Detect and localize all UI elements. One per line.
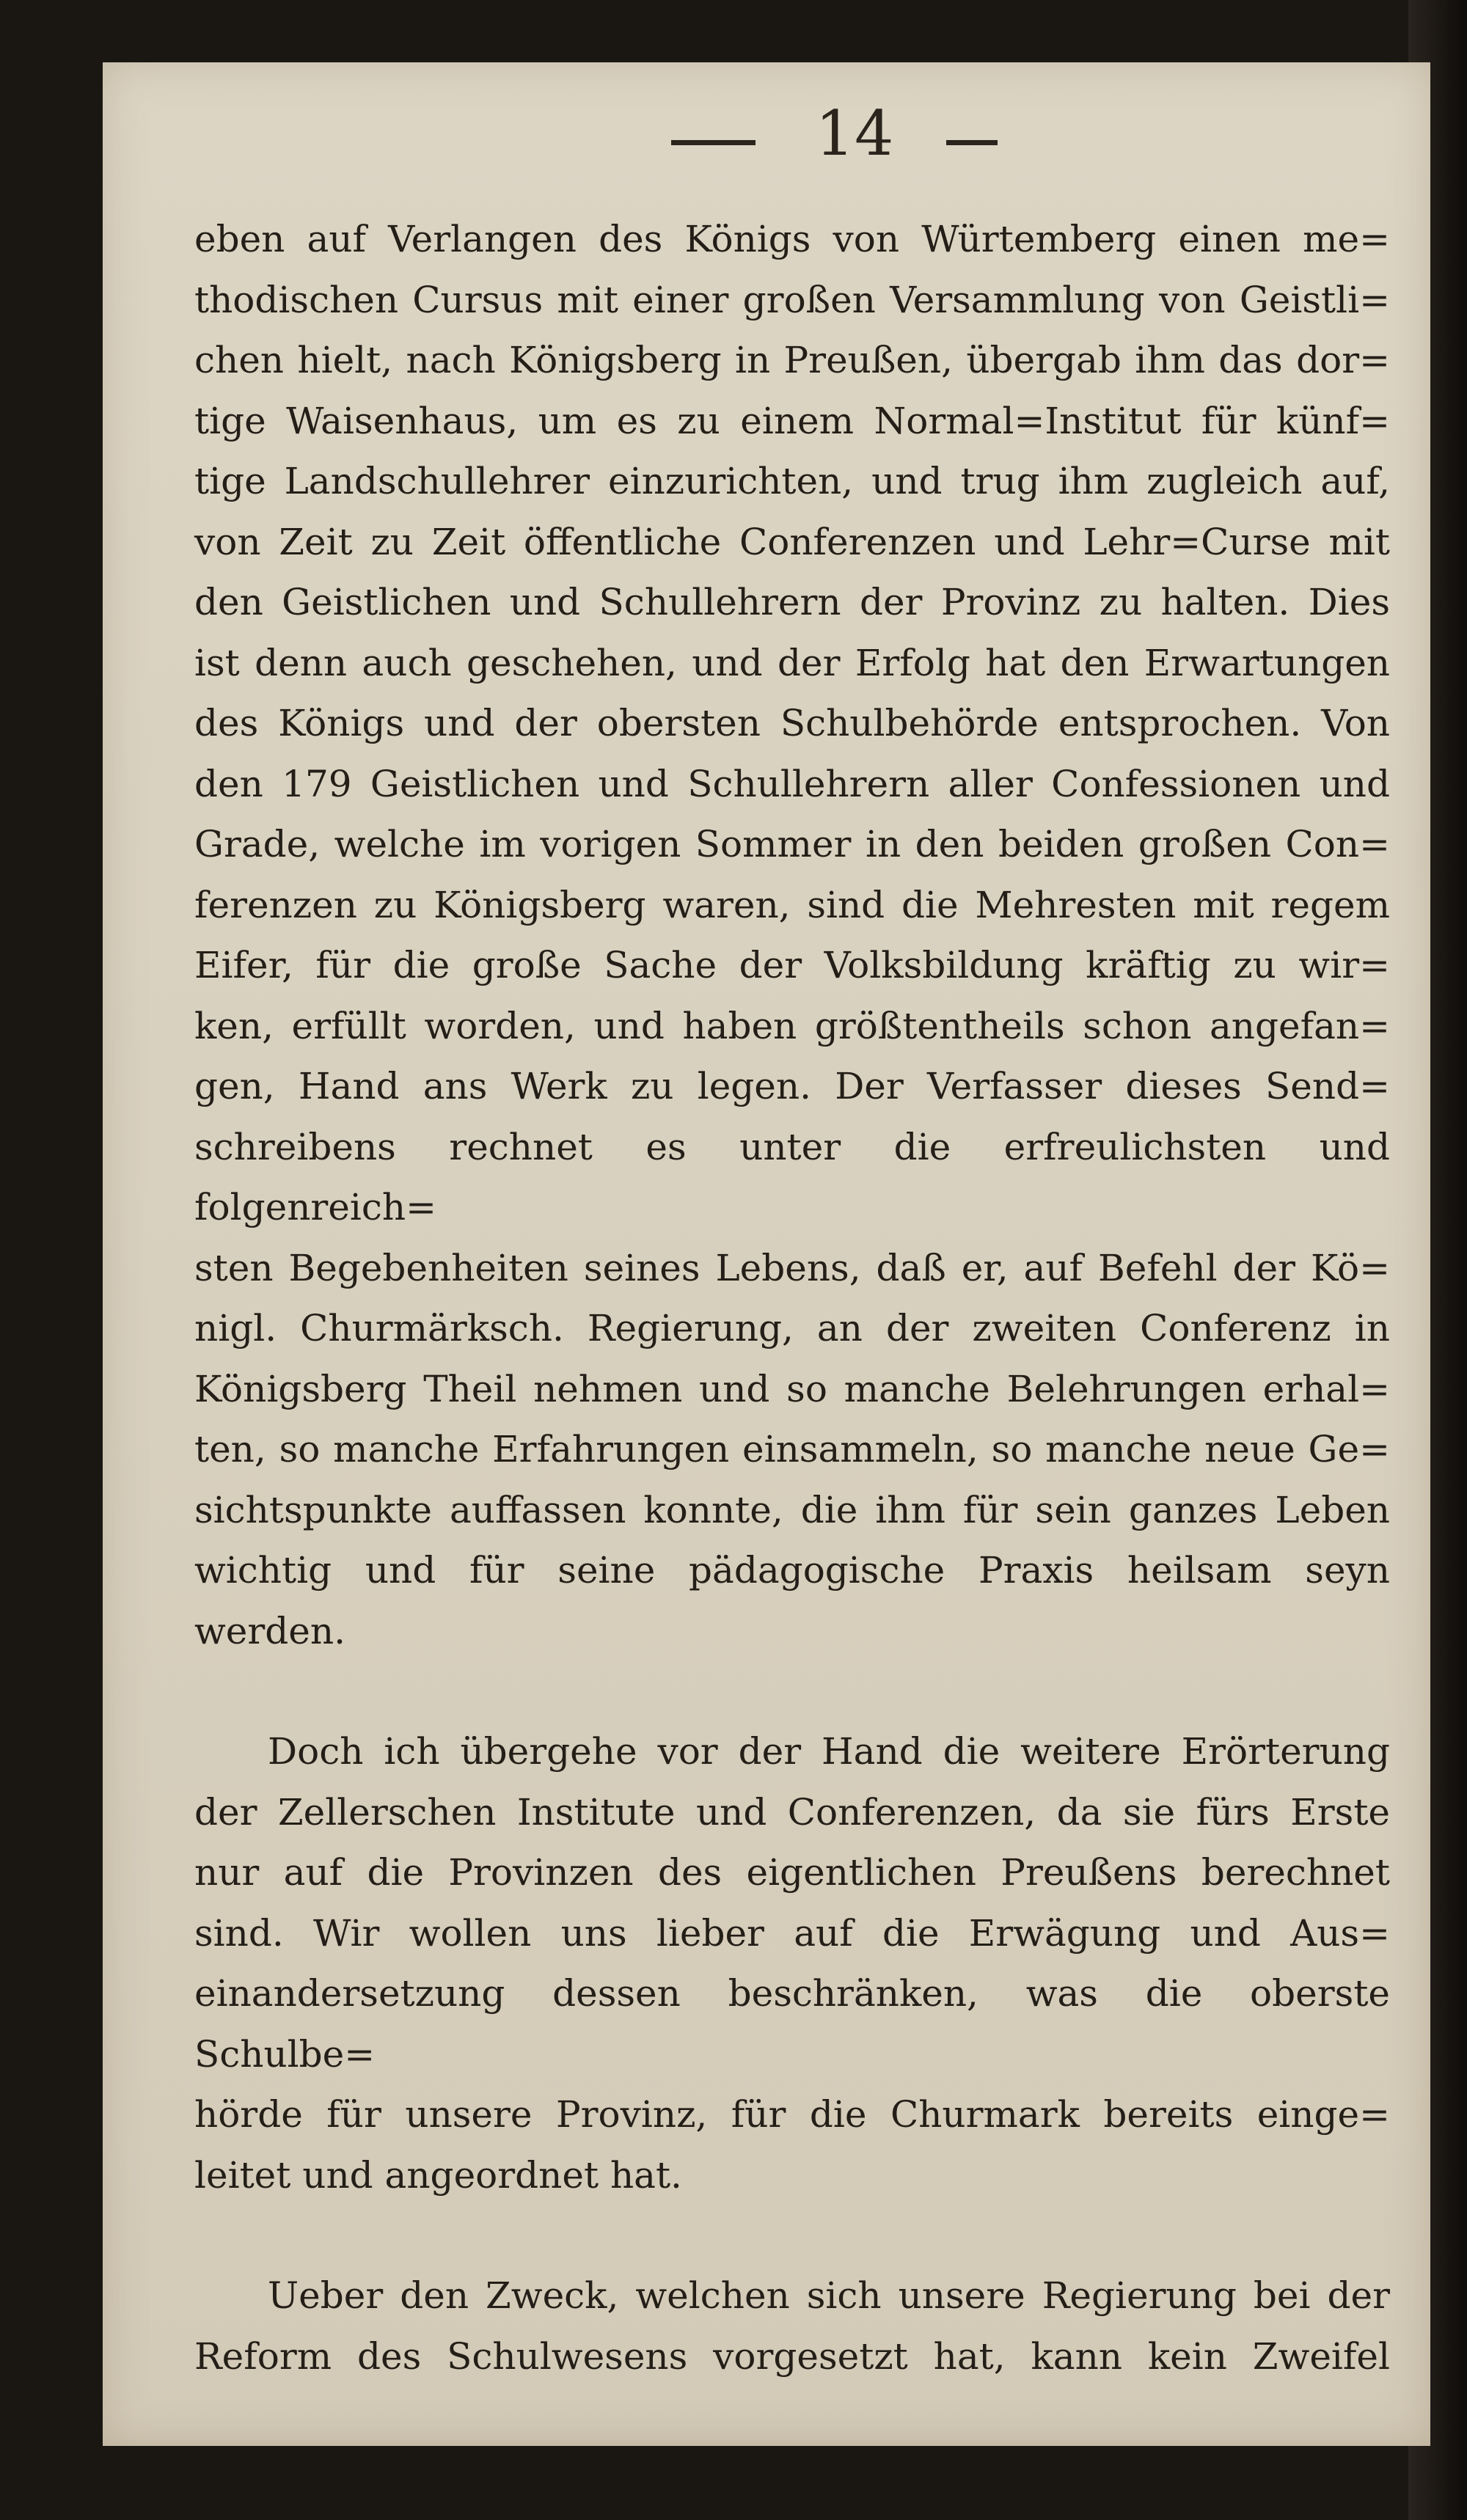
text-line: leitet und angeordnet hat. (194, 2153, 682, 2197)
paragraph-1 (194, 209, 1390, 1661)
text-line: sind. Wir wollen uns lieber auf die Erwägung und Aus= (194, 1911, 1390, 1955)
text-line: gen, Hand ans Werk zu legen. Der Verfasser dieses Send= (194, 1065, 1390, 1107)
text-line: Doch ich übergehe vor der Hand die weitere Erörterung (268, 1730, 1390, 1773)
text-line: Ueber den Zweck, welchen sich unsere Regierung bei der (268, 2274, 1390, 2317)
text-line: nur auf die Provinzen des eigentlichen Preußens berechnet (194, 1851, 1390, 1894)
header-dash-right (946, 140, 998, 145)
text-line: hörde für unsere Provinz, für die Churmark bereits einge= (194, 2093, 1390, 2136)
paragraph-2 (194, 1721, 1390, 2205)
body-text (194, 209, 1390, 2387)
text-line: ken, erfüllt worden, und haben größtentheils schon angefan= (194, 1004, 1390, 1047)
text-line: den Geistlichen und Schullehrern der Provinz zu halten. Dies (194, 581, 1390, 623)
text-line: ten, so manche Erfahrungen einsammeln, so manche neue Ge= (194, 1428, 1390, 1470)
text-line: sichtspunkte auffassen konnte, die ihm für sein ganzes Leben (194, 1488, 1390, 1531)
text-line: nigl. Churmärksch. Regierung, an der zweiten Conferenz in (194, 1307, 1390, 1349)
text-line: von Zeit zu Zeit öffentliche Conferenzen und Lehr=Curse mit (194, 520, 1390, 563)
text-line: einandersetzung dessen beschränken, was die oberste Schulbe= (194, 1972, 1390, 2076)
text-line: Königsberg Theil nehmen und so manche Belehrungen erhal= (194, 1367, 1390, 1410)
text-line: sten Begebenheiten seines Lebens, daß er, auf Befehl der Kö= (194, 1246, 1390, 1289)
text-line: ist denn auch geschehen, und der Erfolg hat den Erwartungen (194, 641, 1390, 684)
text-line: Eifer, für die große Sache der Volksbildung kräftig zu wir= (194, 944, 1390, 986)
text-line: Reform des Schulwesens vorgesetzt hat, kann kein Zweifel (194, 2334, 1390, 2378)
paragraph-3 (194, 2266, 1390, 2387)
text-line: tige Landschullehrer einzurichten, und trug ihm zugleich auf, (194, 460, 1390, 502)
page-header (103, 77, 1430, 187)
text-line: der Zellerschen Institute und Conferenzen, da sie fürs Erste (194, 1790, 1390, 1834)
text-line: werden. (194, 1609, 345, 1652)
text-line: wichtig und für seine pädagogische Praxis heilsam seyn (194, 1549, 1390, 1592)
text-line: eben auf Verlangen des Königs von Würtemberg einen me= (194, 218, 1390, 260)
header-dash-left (671, 140, 756, 145)
page-number: 14 (815, 98, 894, 169)
text-line: Grade, welche im vorigen Sommer in den beiden großen Con= (194, 823, 1390, 865)
text-line: schreibens rechnet es unter die erfreulichsten und folgenreich= (194, 1125, 1390, 1228)
text-line: den 179 Geistlichen und Schullehrern aller Confessionen und (194, 762, 1390, 805)
text-line: tige Waisenhaus, um es zu einem Normal=Institut für künf= (194, 399, 1390, 442)
book-page (103, 62, 1430, 2446)
text-line: chen hielt, nach Königsberg in Preußen, übergab ihm das dor= (194, 339, 1390, 381)
text-line: des Königs und der obersten Schulbehörde entsprochen. Von (194, 702, 1390, 744)
text-line: ferenzen zu Königsberg waren, sind die Mehresten mit regem (194, 883, 1390, 926)
text-line: thodischen Cursus mit einer großen Versammlung von Geistli= (194, 278, 1390, 321)
